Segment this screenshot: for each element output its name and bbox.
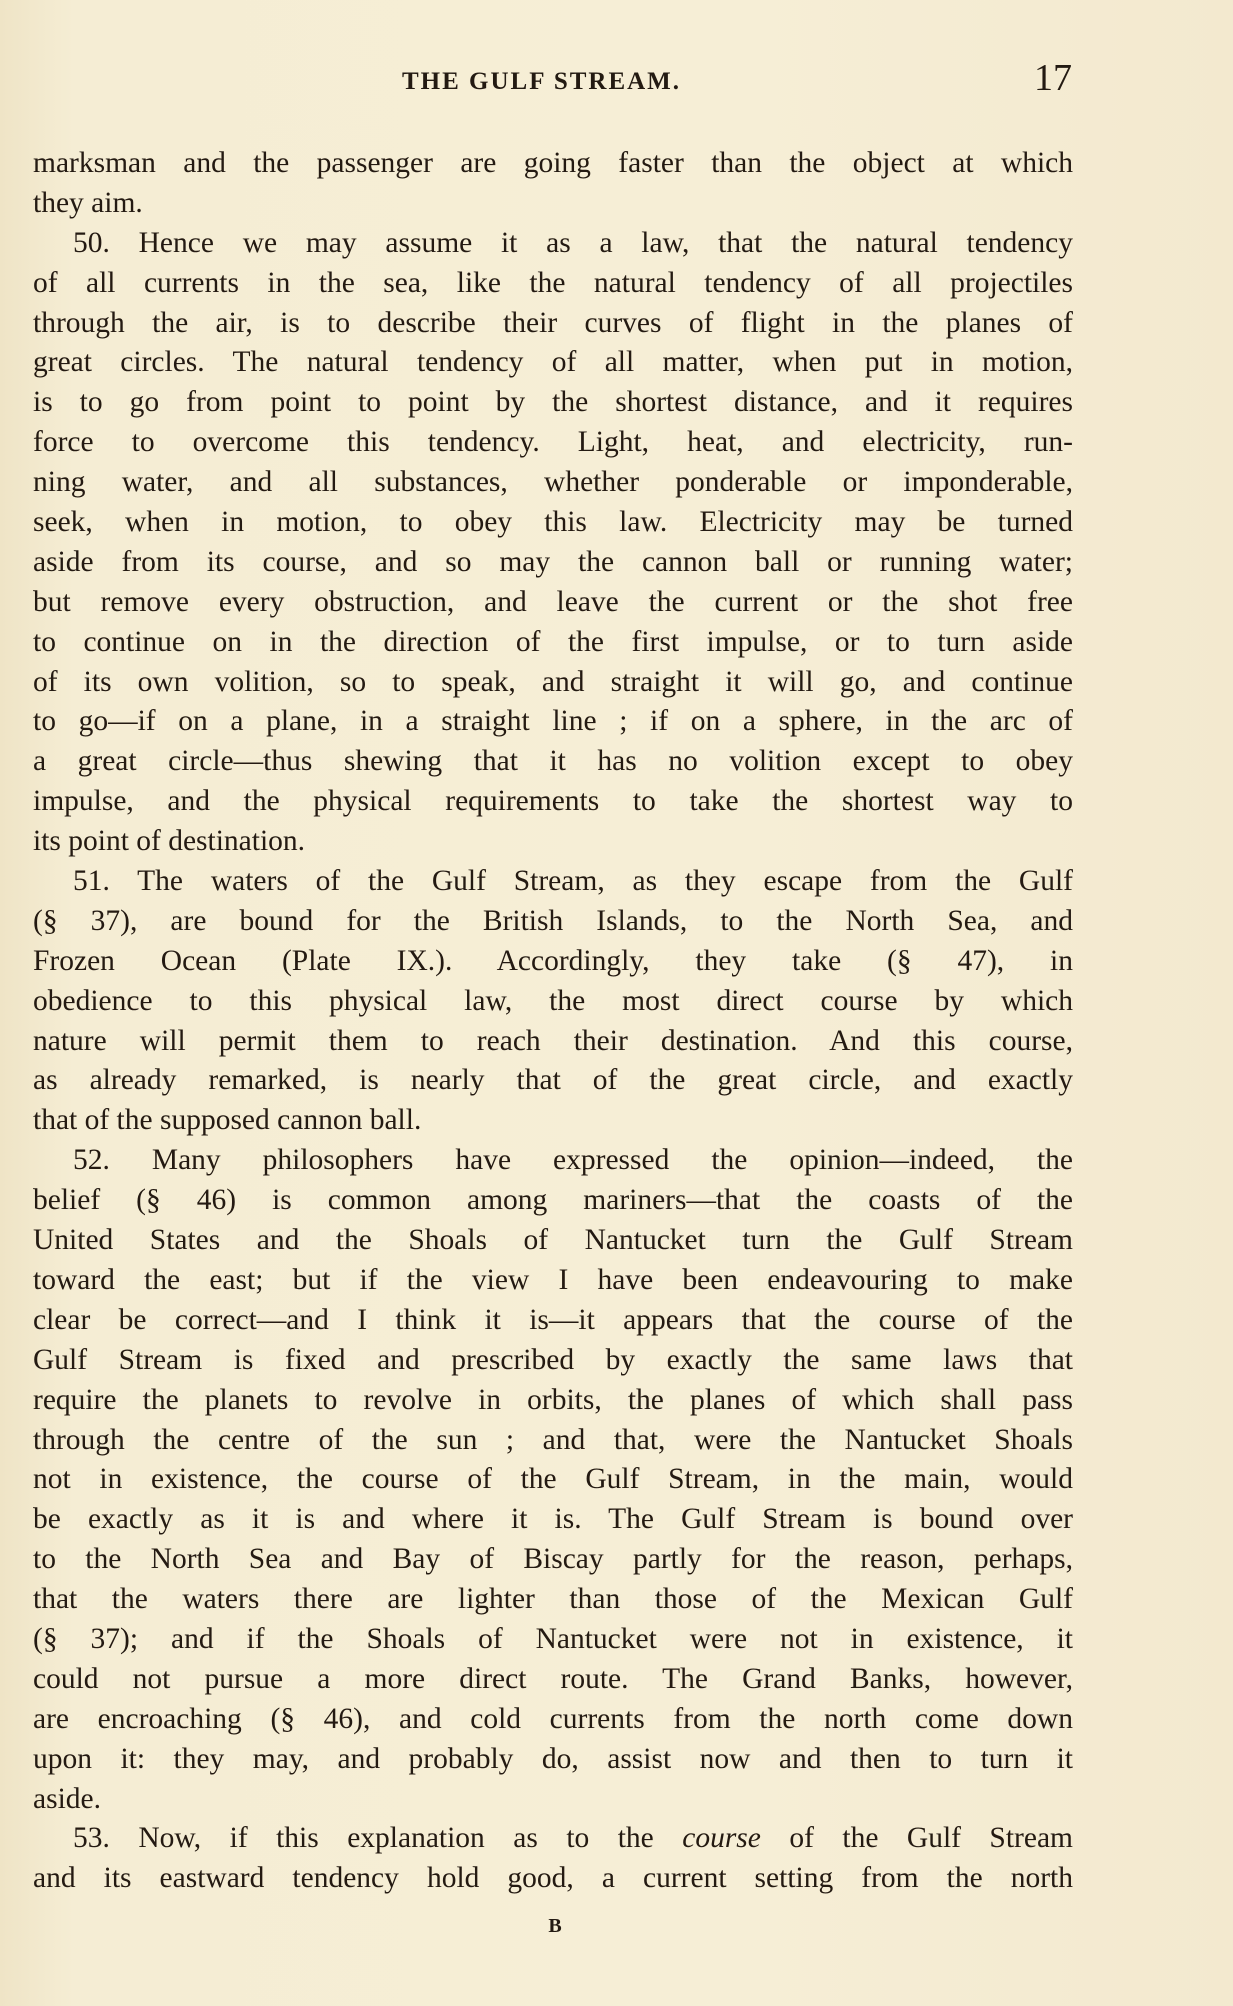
text-line: be exactly as it is and where it is. The Gulf Stream is bound over bbox=[33, 1503, 1073, 1536]
running-head: THE GULF STREAM. bbox=[402, 68, 682, 95]
page-header bbox=[32, 57, 1072, 112]
text-line: seek, when in motion, to obey this law. Electricity may be turned bbox=[33, 506, 1073, 539]
signature-mark: B bbox=[548, 1915, 562, 1937]
paragraph-50-start: 50. Hence we may assume it as a law, that the natural tendency bbox=[73, 226, 1073, 259]
text-line: its point of destination. bbox=[33, 825, 306, 858]
text-line: force to overcome this tendency. Light, heat, and electricity, run- bbox=[33, 426, 1073, 459]
text-line: to the North Sea and Bay of Biscay partly for the reason, perhaps, bbox=[33, 1543, 1073, 1576]
text-line: to continue on in the direction of the first impulse, or to turn aside bbox=[33, 625, 1073, 658]
text-line: of all currents in the sea, like the natural tendency of all projectiles bbox=[33, 266, 1073, 299]
text-segment: 53. Now, if this explanation as to the bbox=[73, 1822, 683, 1855]
text-line: toward the east; but if the view I have been endeavouring to make bbox=[33, 1263, 1073, 1296]
paragraph-52-start: 52. Many philosophers have expressed the opinion—indeed, the bbox=[73, 1144, 1073, 1177]
text-line: of its own volition, so to speak, and straight it will go, and continue bbox=[33, 665, 1073, 698]
text-line: require the planets to revolve in orbits, the planes of which shall pass bbox=[33, 1383, 1073, 1416]
text-line: (§ 37); and if the Shoals of Nantucket were not in existence, it bbox=[33, 1622, 1073, 1655]
text-line: through the air, is to describe their curves of flight in the planes of bbox=[33, 306, 1073, 339]
text-line: impulse, and the physical requirements to take the shortest way to bbox=[33, 785, 1073, 818]
text-line: United States and the Shoals of Nantucket turn the Gulf Stream bbox=[33, 1224, 1073, 1257]
text-line: they aim. bbox=[33, 186, 143, 219]
text-line: that of the supposed cannon ball. bbox=[33, 1104, 422, 1137]
text-line: nature will permit them to reach their destination. And this course, bbox=[33, 1024, 1073, 1057]
paragraph-51-start: 51. The waters of the Gulf Stream, as they escape from the Gulf bbox=[73, 865, 1073, 898]
page-number: 17 bbox=[1034, 57, 1072, 99]
text-line: (§ 37), are bound for the British Islands, to the North Sea, and bbox=[33, 904, 1073, 937]
text-line: is to go from point to point by the shortest distance, and it requires bbox=[33, 386, 1073, 419]
text-line: and its eastward tendency hold good, a current setting from the north bbox=[33, 1862, 1073, 1895]
text-line: upon it: they may, and probably do, assist now and then to turn it bbox=[33, 1742, 1073, 1775]
text-line: obedience to this physical law, the most direct course by which bbox=[33, 984, 1073, 1017]
text-line: Gulf Stream is fixed and prescribed by exactly the same laws that bbox=[33, 1343, 1073, 1376]
text-line: ning water, and all substances, whether ponderable or imponderable, bbox=[33, 466, 1073, 499]
text-line: that the waters there are lighter than those of the Mexican Gulf bbox=[33, 1583, 1073, 1616]
text-line: through the centre of the sun ; and that, were the Nantucket Shoals bbox=[33, 1423, 1073, 1456]
text-line: to go—if on a plane, in a straight line ; if on a sphere, in the arc of bbox=[33, 705, 1073, 738]
text-line: could not pursue a more direct route. The Grand Banks, however, bbox=[33, 1662, 1073, 1695]
text-line: Frozen Ocean (Plate IX.). Accordingly, they take (§ 47), in bbox=[33, 944, 1073, 977]
text-line: aside. bbox=[33, 1782, 101, 1815]
emphasis-course: course bbox=[682, 1822, 761, 1855]
body-text bbox=[33, 144, 1073, 1899]
text-line: clear be correct—and I think it is—it appears that the course of the bbox=[33, 1303, 1073, 1336]
text-line: a great circle—thus shewing that it has no volition except to obey bbox=[33, 745, 1073, 778]
text-segment: of the Gulf Stream bbox=[760, 1822, 1073, 1855]
paragraph-53-start bbox=[33, 1819, 1073, 1859]
text-line: aside from its course, and so may the cannon ball or running water; bbox=[33, 545, 1073, 578]
text-line: not in existence, the course of the Gulf Stream, in the main, would bbox=[33, 1463, 1073, 1496]
text-line: but remove every obstruction, and leave the current or the shot free bbox=[33, 585, 1073, 618]
text-line: marksman and the passenger are going faster than the object at which bbox=[33, 147, 1073, 179]
text-line: great circles. The natural tendency of all matter, when put in motion, bbox=[33, 346, 1073, 379]
text-line: belief (§ 46) is common among mariners—that the coasts of the bbox=[33, 1184, 1073, 1217]
text-line: as already remarked, is nearly that of the great circle, and exactly bbox=[33, 1064, 1073, 1097]
text-line: are encroaching (§ 46), and cold currents from the north come down bbox=[33, 1702, 1073, 1735]
